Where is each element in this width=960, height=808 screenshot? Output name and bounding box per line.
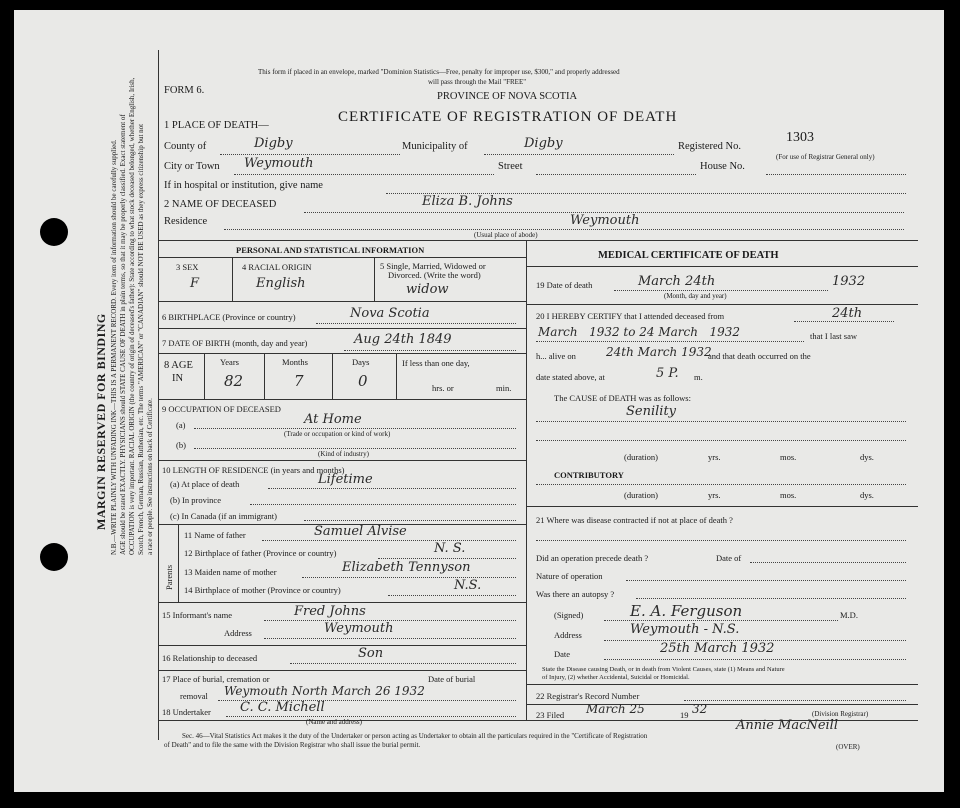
filed-year-value: 32 bbox=[692, 702, 708, 716]
residence-value: Weymouth bbox=[570, 213, 640, 228]
residence-a-value: Lifetime bbox=[318, 472, 373, 487]
mail-notice-1: This form if placed in an envelope, marked "Dominion Statistics—Free, penalty for improper use, $300," and properly addressed bbox=[258, 68, 620, 76]
section-rule-top bbox=[158, 240, 918, 241]
age-label-2: IN bbox=[172, 373, 184, 384]
registrar-use-note: (For use of Registrar General only) bbox=[776, 153, 875, 161]
father-birthplace-label: 12 Birthplace of father (Province or country) bbox=[184, 548, 337, 558]
doctor-address-label: Address bbox=[554, 630, 582, 640]
marital-value: widow bbox=[406, 282, 449, 297]
dob-value: Aug 24th 1849 bbox=[354, 332, 452, 347]
last-saw-label: that I last saw bbox=[810, 331, 857, 341]
burial-label-2: removal bbox=[180, 691, 208, 701]
residence-length-label: 10 LENGTH OF RESIDENCE (in years and months) bbox=[162, 465, 345, 475]
mos-label-1: mos. bbox=[780, 452, 797, 462]
operation-date-label: Date of bbox=[716, 553, 742, 563]
age-days-label: Days bbox=[352, 357, 370, 367]
burial-date-label: Date of burial bbox=[428, 674, 476, 684]
occurred-label: and that death occurred on the bbox=[708, 351, 811, 361]
age-years-value: 82 bbox=[224, 372, 244, 390]
undertaker-value: C. C. Michell bbox=[240, 700, 325, 715]
medical-heading: MEDICAL CERTIFICATE OF DEATH bbox=[598, 250, 779, 261]
house-no-label: House No. bbox=[700, 161, 745, 172]
death-certificate: MARGIN RESERVED FOR BINDING N.B.—WRITE PLAINLY WITH UNFADING INK—THIS IS A PERMANENT RECORD. Every item of information should be carefully supplied. AGE should be stated EXACTLY. PHYSICIANS should STATE CAUSE OF DEATH in plain terms, so that it may be properly classified. Exact statement of OCCUPATION is very important. RACIAL ORIGIN (the country of origin of deceased's father): State according to what stock deceased belonged, whether English, Irish, Scotch, French, German, Russian, Ruthenian, etc. The terms "AMERICAN" or "CANADIAN" should NOT BE USED as they express citizenship but not a race or people. See instructions on back of Certificate. This form if placed in an envelope, marked "Dominion Statistics—Free, penalty for improper use, $300," and properly addressed will pass through the Mail "FREE" PROVINCE OF NOVA SCOTIA FORM 6. CERTIFICATE OF REGISTRATION OF DEATH 1 PLACE OF DEATH— County of Digby Municipality of Digby Registered No. 1303 (For use of Registrar General only) City or Town Weymouth Street House No. If in hospital or institution, give name 2 NAME OF DECEASED Eliza B. Johns Residence Weymouth (Usual place of abode) PERSONAL AND STATISTICAL INFORMATION 3 SEX F 4 RACIAL ORIGIN English 5 Single, Married, Widowed or Divorced. (Write the word) widow 6 BIRTHPLACE (Province or country) Nova Scotia 7 DATE OF BIRTH (month, day and year) Aug 24th 1849 8 AGE IN Years Months Days 82 7 0 If less than one day, hrs. or min. 9 OCCUPATION OF DECEASED (a) At Home (Trade or occupation or kind of work) (b) (Kind of industry) 10 LENGTH OF RESIDENCE (in years and months) (a) At place of death Lifetime (b) In province (c) In Canada (if an immigrant) Parents 11 Name of father Samuel Alvise 12 Birthplace of father (Province or country) N. S. 13 Maiden name of mother Elizabeth Tennyson 14 Birthplace of mother (Province or country) N.S. 15 Informant's name Fred Johns Address Weymouth 16 Relationship to deceased Son 17 Place of burial, cremation or Date of burial removal Weymouth North March 26 1932 18 Undertaker C. C. Michell (Name and address) MEDICAL CERTIFICATE OF DEATH 19 Date of death March 24th 1932 (Month, day and year) 20 I HEREBY CERTIFY that I attended deceased from 24th March 1932 to 24 March 1932 that I last saw h... alive on 24th March 1932 and that death occurred on the date stated above, at 5 P. m. The CAUSE of DEATH was as follows: Senility (duration) yrs. mos. dys. CONTRIBUTORY (duration) yrs. mos. dys. 21 Where was disease contracted if not at place of death ? Did an operation precede death ? Date of Nature of operation Was there an autopsy ? (Signed) E. A. Ferguson M.D. Address Weymouth - N.S. Date 25th March 1932 State the Disease causing Death, or in death from Violent Causes, state (1) Means and Nature of Injury, (2) whether Accidental, Suicidal or Homicidal. 22 Registrar's Record Number 23 Filed March 25 19 32 Annie MacNeill (Division Registrar) Sec. 46—Vital Statistics Act makes it the duty of the Undertaker or person acting as Undertaker to obtain all the particulars required in the "Certificate of Registration of Death" and to file the same with the Division Registrar who shall issue the burial permit. (OVER) bbox=[14, 10, 944, 792]
birthplace-value: Nova Scotia bbox=[350, 306, 430, 321]
city-label: City or Town bbox=[164, 161, 220, 172]
marital-label-1: 5 Single, Married, Widowed or bbox=[380, 261, 486, 271]
relationship-value: Son bbox=[358, 646, 384, 661]
attended-from-value: 24th bbox=[832, 306, 863, 321]
residence-b-label: (b) In province bbox=[170, 495, 221, 505]
informant-address-value: Weymouth bbox=[324, 621, 394, 636]
father-birthplace-value: N. S. bbox=[434, 541, 466, 556]
municipality-value: Digby bbox=[524, 136, 563, 151]
registered-no-label: Registered No. bbox=[678, 141, 741, 152]
binding-hole-top bbox=[40, 218, 68, 246]
age-years-label: Years bbox=[220, 357, 239, 367]
burial-value: Weymouth North March 26 1932 bbox=[224, 684, 425, 698]
occupation-b-note: (Kind of industry) bbox=[318, 450, 369, 458]
form-number: FORM 6. bbox=[164, 85, 205, 96]
father-label: 11 Name of father bbox=[184, 530, 246, 540]
mail-notice-2: will pass through the Mail "FREE" bbox=[428, 78, 527, 86]
mother-birthplace-label: 14 Birthplace of mother (Province or country) bbox=[184, 585, 341, 595]
column-divider bbox=[526, 240, 527, 720]
doctor-address-value: Weymouth - N.S. bbox=[630, 622, 740, 637]
relationship-label: 16 Relationship to deceased bbox=[162, 653, 258, 663]
deceased-name-value: Eliza B. Johns bbox=[422, 194, 513, 209]
signed-label: (Signed) bbox=[554, 610, 584, 620]
mother-value: Elizabeth Tennyson bbox=[342, 560, 471, 575]
duration-label-2: (duration) bbox=[624, 490, 658, 500]
binding-hole-bottom bbox=[40, 543, 68, 571]
province-heading: PROVINCE OF NOVA SCOTIA bbox=[437, 91, 578, 102]
informant-value: Fred Johns bbox=[294, 604, 366, 619]
racial-origin-label: 4 RACIAL ORIGIN bbox=[242, 262, 312, 272]
contracted-label: 21 Where was disease contracted if not at place of death ? bbox=[536, 515, 733, 525]
page-title: CERTIFICATE OF REGISTRATION OF DEATH bbox=[338, 109, 678, 125]
abode-note: (Usual place of abode) bbox=[474, 231, 538, 239]
age-less-label: If less than one day, bbox=[402, 358, 470, 368]
attended-period-value: March 1932 to 24 March 1932 bbox=[538, 325, 740, 339]
md-label: M.D. bbox=[840, 610, 858, 620]
residence-label: Residence bbox=[164, 216, 208, 227]
certify-label: 20 I HEREBY CERTIFY that I attended deceased from bbox=[536, 311, 725, 321]
age-min-label: min. bbox=[496, 383, 512, 393]
sex-value: F bbox=[190, 276, 200, 291]
age-months-value: 7 bbox=[294, 372, 304, 390]
dod-label: 19 Date of death bbox=[536, 280, 593, 290]
undertaker-note: (Name and address) bbox=[306, 718, 362, 726]
mother-label: 13 Maiden name of mother bbox=[184, 567, 277, 577]
nature-label: Nature of operation bbox=[536, 571, 603, 581]
alive-label: h... alive on bbox=[536, 351, 576, 361]
birthplace-label: 6 BIRTHPLACE (Province or country) bbox=[162, 312, 296, 322]
informant-address-label: Address bbox=[224, 628, 252, 638]
signed-value: E. A. Ferguson bbox=[630, 602, 743, 620]
contributory-label: CONTRIBUTORY bbox=[554, 470, 624, 480]
filed-label: 23 Filed bbox=[536, 710, 565, 720]
racial-origin-value: English bbox=[256, 276, 306, 291]
footer-line-2: of Death" and to file the same with the Division Registrar who shall issue the burial permit. bbox=[164, 741, 421, 749]
yrs-label-1: yrs. bbox=[708, 452, 721, 462]
dod-value: March 24th bbox=[638, 274, 716, 289]
age-label-1: 8 AGE bbox=[164, 360, 193, 371]
yrs-label-2: yrs. bbox=[708, 490, 721, 500]
occupation-label: 9 OCCUPATION OF DECEASED bbox=[162, 404, 281, 414]
cause-value: Senility bbox=[626, 404, 677, 419]
dod-note: (Month, day and year) bbox=[664, 292, 727, 300]
alive-on-value: 24th March 1932 bbox=[606, 345, 712, 359]
m-label: m. bbox=[694, 372, 703, 382]
state-disease-note-1: State the Disease causing Death, or in death from Violent Causes, state (1) Means and Nature bbox=[542, 666, 785, 673]
mos-label-2: mos. bbox=[780, 490, 797, 500]
operation-label: Did an operation precede death ? bbox=[536, 553, 649, 563]
age-hrs-label: hrs. or bbox=[432, 383, 454, 393]
county-label: County of bbox=[164, 141, 207, 152]
street-label: Street bbox=[498, 161, 523, 172]
burial-label-1: 17 Place of burial, cremation or bbox=[162, 674, 270, 684]
filed-year-prefix: 19 bbox=[680, 710, 689, 720]
dod-year: 1932 bbox=[832, 274, 866, 289]
undertaker-label: 18 Undertaker bbox=[162, 707, 211, 717]
age-months-label: Months bbox=[282, 357, 308, 367]
occupation-a-value: At Home bbox=[304, 412, 362, 427]
hospital-label: If in hospital or institution, give name bbox=[164, 180, 323, 191]
county-value: Digby bbox=[254, 136, 293, 151]
duration-label-1: (duration) bbox=[624, 452, 658, 462]
father-value: Samuel Alvise bbox=[314, 524, 407, 539]
informant-label: 15 Informant's name bbox=[162, 610, 232, 620]
division-registrar-note: (Division Registrar) bbox=[812, 710, 869, 718]
residence-c-label: (c) In Canada (if an immigrant) bbox=[170, 511, 277, 521]
deceased-name-label: 2 NAME OF DECEASED bbox=[164, 199, 277, 210]
occupation-a-note: (Trade or occupation or kind of work) bbox=[284, 430, 391, 438]
occupation-a-label: (a) bbox=[176, 420, 186, 430]
municipality-label: Municipality of bbox=[402, 141, 468, 152]
marital-label-2: Divorced. (Write the word) bbox=[388, 270, 481, 280]
occupation-b-label: (b) bbox=[176, 440, 186, 450]
state-disease-note-2: of Injury, (2) whether Accidental, Suicidal or Homicidal. bbox=[542, 674, 690, 681]
registrar-signature: Annie MacNeill bbox=[736, 718, 839, 733]
footer-line-1: Sec. 46—Vital Statistics Act makes it the duty of the Undertaker or person acting as Undertaker to obtain all the particulars required in the "Certificate of Registration bbox=[182, 732, 648, 740]
residence-a-label: (a) At place of death bbox=[170, 479, 240, 489]
dys-label-1: dys. bbox=[860, 452, 874, 462]
certificate-date-value: 25th March 1932 bbox=[660, 641, 775, 656]
over-label: (OVER) bbox=[836, 743, 860, 751]
city-value: Weymouth bbox=[244, 156, 314, 171]
sex-label: 3 SEX bbox=[176, 262, 199, 272]
registered-no-value: 1303 bbox=[786, 130, 814, 145]
personal-heading: PERSONAL AND STATISTICAL INFORMATION bbox=[236, 245, 425, 255]
mother-birthplace-value: N.S. bbox=[454, 578, 482, 593]
age-days-value: 0 bbox=[358, 372, 368, 390]
autopsy-label: Was there an autopsy ? bbox=[536, 589, 615, 599]
margin-binding-label: MARGIN RESERVED FOR BINDING bbox=[94, 313, 108, 530]
time-value: 5 P. bbox=[656, 366, 679, 381]
certificate-date-label: Date bbox=[554, 649, 571, 659]
place-of-death-heading: 1 PLACE OF DEATH— bbox=[164, 120, 269, 131]
parents-label: Parents bbox=[164, 564, 174, 590]
margin-rule bbox=[158, 50, 159, 740]
dys-label-2: dys. bbox=[860, 490, 874, 500]
dob-label: 7 DATE OF BIRTH (month, day and year) bbox=[162, 338, 308, 348]
date-above-label: date stated above, at bbox=[536, 372, 605, 382]
cause-label: The CAUSE of DEATH was as follows: bbox=[554, 393, 691, 403]
filed-value: March 25 bbox=[586, 702, 645, 716]
record-number-label: 22 Registrar's Record Number bbox=[536, 691, 640, 701]
